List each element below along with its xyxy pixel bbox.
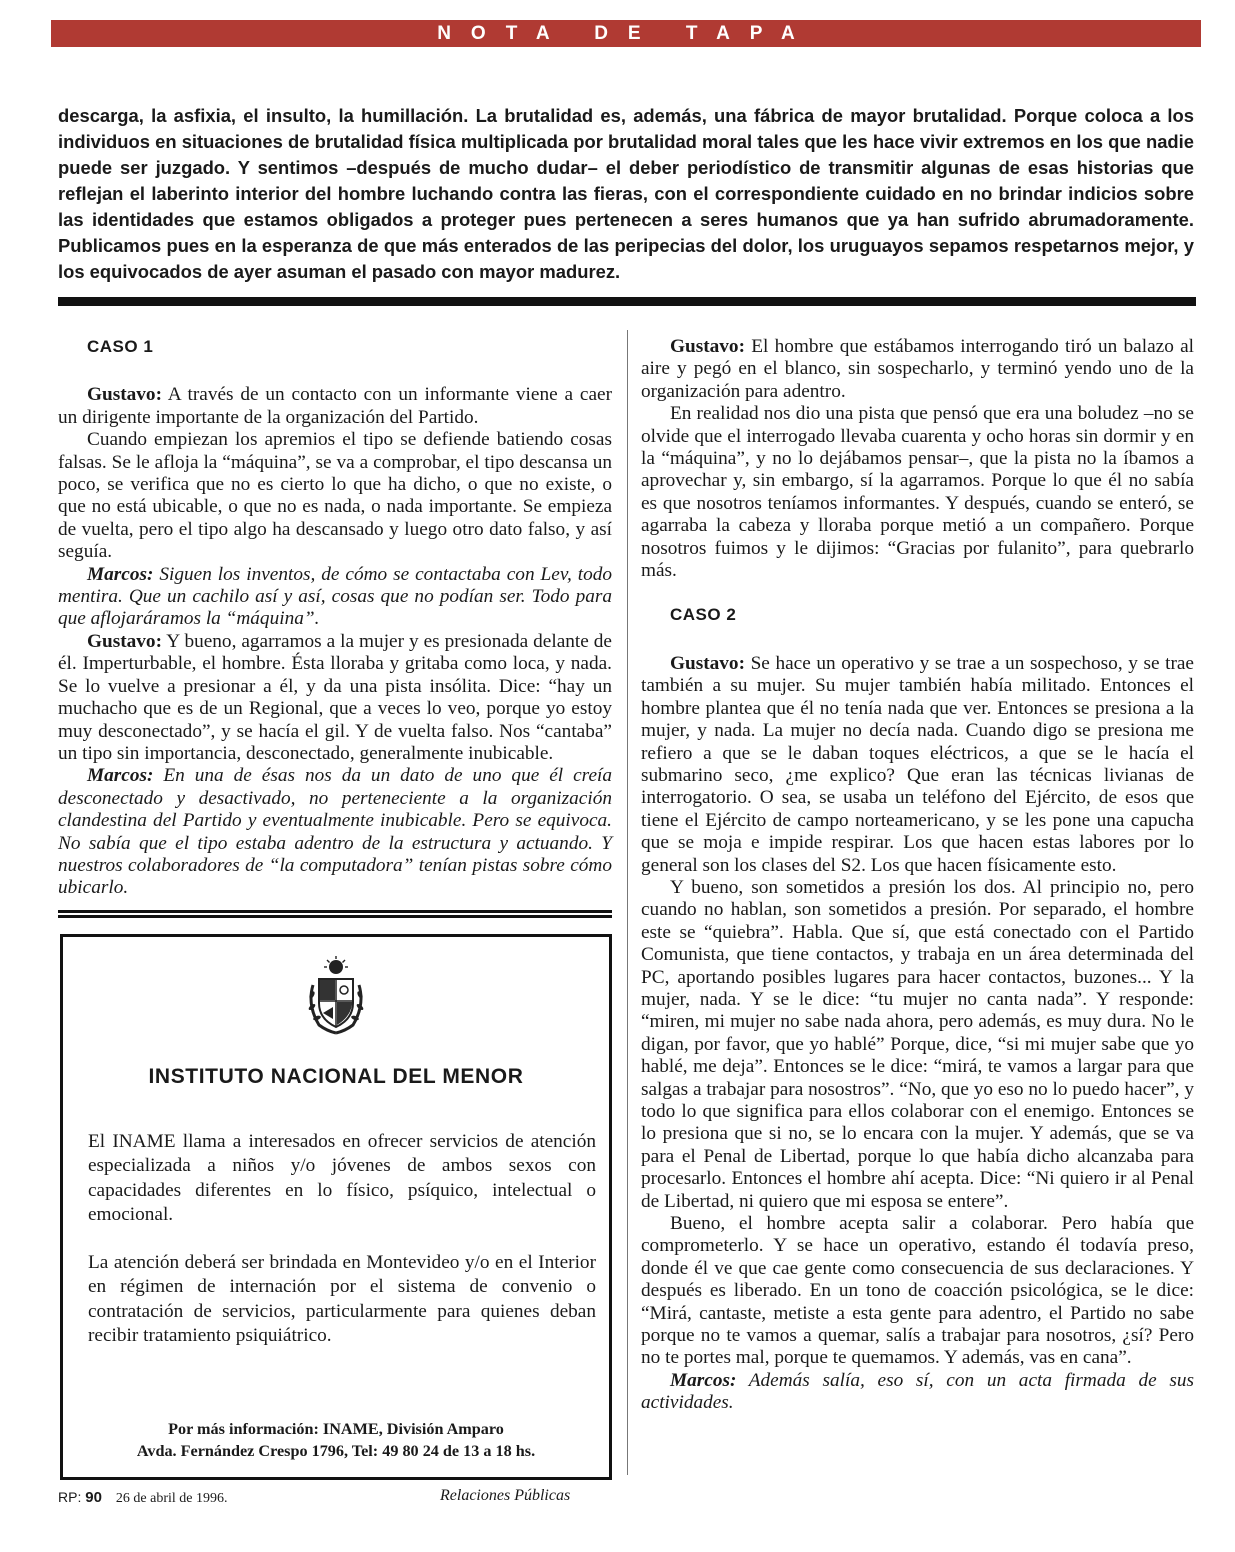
right-paragraph-1 bbox=[641, 336, 1194, 403]
caso1-paragraph-1 bbox=[58, 384, 612, 429]
page-number-value: 90 bbox=[85, 1489, 102, 1506]
speaker-label: Gustavo: bbox=[670, 652, 745, 674]
paragraph-text: Siguen los inventos, de cómo se contactaba con Lev, todo mentira. Que un cachilo así y así, cosas que no podían ser. Todo para que aflojaráramos la “máquina”. bbox=[58, 563, 612, 630]
right-paragraph-2: En realidad nos dio una pista que pensó que era una boludez –no se olvide que el interrogado llevaba cuarenta y ocho horas sin dormir y en la “máquina”, y no lo dejábamos pensar–, que la pista no la íbamos a aprovechar y, sin embargo, sí la agarramos. Porque lo que él no sabía es que nosotros teníamos informantes. Y después, cuando se enteró, se agarraba la cabeza y lloraba porque metió a un compañero. Porque nosotros fuimos y le dijimos: “Gracias por fulanito”, para quebrarlo más. bbox=[641, 403, 1194, 582]
section-header bbox=[51, 20, 1201, 47]
paragraph-text: Se hace un operativo y se trae a un sospechoso, y se trae también a su mujer. Su mujer también había militado. Entonces el hombre plantea que él no tenía nada que ver. Entonces se presiona a la mujer, y nada. La mujer no decía nada. Cuando digo se presiona me refiero a que se le daban toques eléctricos, a que se le hacía el submarino seco, ¿me explico? Que eran las técnicas livianas de interrogatorio. O sea, se usaba un teléfono del Ejército, de esos que tiene el Ejército de campo norteamericano, y se les pone una capucha que se moja e impide respirar. Los que hacen estas labores por lo general son los clases del S2. Los que hacen físicamente esto. bbox=[641, 652, 1194, 876]
issue-date: 26 de abril de 1996. bbox=[115, 1491, 228, 1506]
speaker-label: Gustavo: bbox=[87, 630, 162, 652]
magazine-name: Relaciones Públicas bbox=[440, 1487, 571, 1504]
paragraph-text: A través de un contacto con un informante viene a caer un dirigente importante de la organización del Partido. bbox=[58, 384, 612, 428]
ad-contact-info bbox=[63, 1418, 609, 1462]
right-column bbox=[641, 336, 1194, 1415]
brand-mark: RP bbox=[58, 1489, 78, 1505]
ad-paragraph-2: La atención deberá ser brindada en Montevideo y/o en el Interior en régimen de internación por el sistema de convenio o contratación de servicios, particularmente para quienes deban recibir tratamiento psiquiátrico. bbox=[88, 1252, 596, 1346]
speaker-label: Marcos: bbox=[670, 1369, 737, 1391]
caso1-heading: CASO 1 bbox=[87, 337, 154, 356]
section-divider bbox=[58, 297, 1196, 306]
paragraph-text: Y bueno, agarramos a la mujer y es presionada delante de él. Imperturbable, el hombre. Ésta lloraba y gritaba como loca, y nada. Se lo vuelve a presionar a él, y da una pista insólita. Dice: “hay un muchacho que es de un Regional, que a veces lo veo, porque yo estoy muy desconectado”, y se hacía el gil. Y de vuelta falso. Nos “cantaba” un tipo sin importancia, desconectado, generalmente inubicable. bbox=[58, 630, 612, 764]
ad-contact-line-2: Avda. Fernández Crespo 1796, Tel: 49 80 24 de 13 a 18 hs. bbox=[136, 1442, 536, 1460]
column-divider bbox=[627, 330, 628, 1475]
speaker-label: Marcos: bbox=[87, 563, 154, 585]
caso2-paragraph-2: Y bueno, son sometidos a presión los dos. Al principio no, pero cuando no hablan, son sometidos a presión. Por separado, el hombre este se “quiebra”. Habla. Que sí, que está conectado con el Partido Comunista, que tiene contactos, y trabaja en un área determinada del PC, aportando posibles lugares para hacer contactos, buzones... Y la mujer, nada. Y se le dice: “tu mujer no canta nada”. Y responde: “miren, mi mujer no sabe nada ahora, pero además, es muy dura. No le digan, por favor, que yo hablé” Porque, dice, “si mi mujer sabe que yo hablé, me deja”. Entonces se le dice: “mirá, te vamos a largar para que salgas a trabajar para nosostros”. “No, que yo eso no lo puedo hacer”, y todo lo que significa para ellos colaborar con el enemigo. Entonces se lo presiona que si no, se lo encara con la mujer. Y además, que se va para el Penal de Libertad, porque lo que había dicho alcanzaba para procesarlo. Entonces el hombre ahí acepta. Dice: “Ni quiero ir al Penal de Libertad, ni quiero que mi esposa se entere”. bbox=[641, 876, 1194, 1212]
double-rule-divider bbox=[58, 910, 612, 918]
caso2-paragraph-3: Bueno, el hombre acepta salir a colaborar. Pero había que comprometerlo. Y se hace un operativo, estando él todavía preso, donde él ve que cae gente como consecuencia de sus declaraciones. Y después es liberado. En un tono de coacción psicológica, se le dice: “Mirá, cantaste, metiste a esta gente para adentro, el Partido no sabe porque no te vamos a quemar, salís a trabajar para nosotros, ¿sí? Pero no te portes mal, porque te quemamos. Y además, vas en cana”. bbox=[641, 1213, 1194, 1369]
ad-title: INSTITUTO NACIONAL DEL MENOR bbox=[148, 1065, 524, 1088]
speaker-label: Marcos: bbox=[87, 765, 154, 787]
caso1-paragraph-5 bbox=[58, 765, 612, 899]
page-footer bbox=[58, 1489, 228, 1507]
speaker-label: Gustavo: bbox=[670, 336, 745, 357]
intro-paragraph: descarga, la asfixia, el insulto, la humillación. La brutalidad es, además, una fábrica de mayor brutalidad. Porque coloca a los individuos en situaciones de brutalidad física multiplicada por brutalidad moral tales que les hace vivir extremos en los que nadie puede ser juzgado. Y sentimos –después de mucho dudar– el deber periodístico de transmitir algunas de esas historias que reflejan el laberinto interior del hombre luchando contra las fieras, con el correspondiente cuidado en no brindar indicios sobre las identidades que estamos obligados a proteger pues pertenecen a seres humanos que ya han sufrido abrumadoramente. Publicamos pues en la esperanza de que más enterados de las peripecias del dolor, los uruguayos sepamos respetarnos mejor, y los equivocados de ayer asuman el pasado con mayor madurez. bbox=[58, 105, 1194, 282]
caso1-paragraph-3 bbox=[58, 564, 612, 631]
section-label: NOTA DE TAPA bbox=[437, 22, 815, 44]
ad-paragraph-1: El INAME llama a interesados en ofrecer servicios de atención especializada a niños y/o jóvenes de ambos sexos con capacidades diferentes en lo físico, psíquico, intelectual o emocional. bbox=[88, 1131, 596, 1225]
paragraph-text: Además salía, eso sí, con un acta firmada de sus actividades. bbox=[641, 1369, 1194, 1414]
caso1-paragraph-4 bbox=[58, 631, 612, 765]
iname-advertisement bbox=[60, 934, 612, 1480]
ad-contact-line-1: Por más información: INAME, División Amparo bbox=[168, 1420, 504, 1438]
caso2-paragraph-1 bbox=[641, 653, 1194, 877]
coat-of-arms-icon bbox=[303, 955, 369, 1035]
paragraph-text: El hombre que estábamos interrogando tiró un balazo al aire y pegó en el blanco, sin sospecharlo, y terminó yendo uno de la organización para adentro. bbox=[641, 336, 1194, 402]
speaker-label: Gustavo: bbox=[87, 384, 162, 406]
caso2-paragraph-4 bbox=[641, 1370, 1194, 1415]
page-number: RP: 90 bbox=[58, 1489, 102, 1506]
paragraph-text: En una de ésas nos da un dato de uno que él creía desconectado y desactivado, no perteneciente a la organización clandestina del Partido y eventualmente inubicable. Pero se equivoca. No sabía que el tipo estaba adentro de la estructura y actuando. Y nuestros colaboradores de “la computadora” tenían pistas sobre cómo ubicarlo. bbox=[58, 765, 612, 899]
caso2-heading: CASO 2 bbox=[670, 605, 737, 625]
caso1-paragraph-2: Cuando empiezan los apremios el tipo se defiende batiendo cosas falsas. Se le afloja la “máquina”, se va a comprobar, el tipo descansa un poco, se verifica que no es cierto lo que ha dicho, o que no existe, o que no está ubicable, o que no es nada, o nada importante. Se empieza de vuelta, pero el tipo algo ha descansado y luego otro dato falso, y así seguía. bbox=[58, 429, 612, 563]
left-column bbox=[58, 336, 612, 900]
